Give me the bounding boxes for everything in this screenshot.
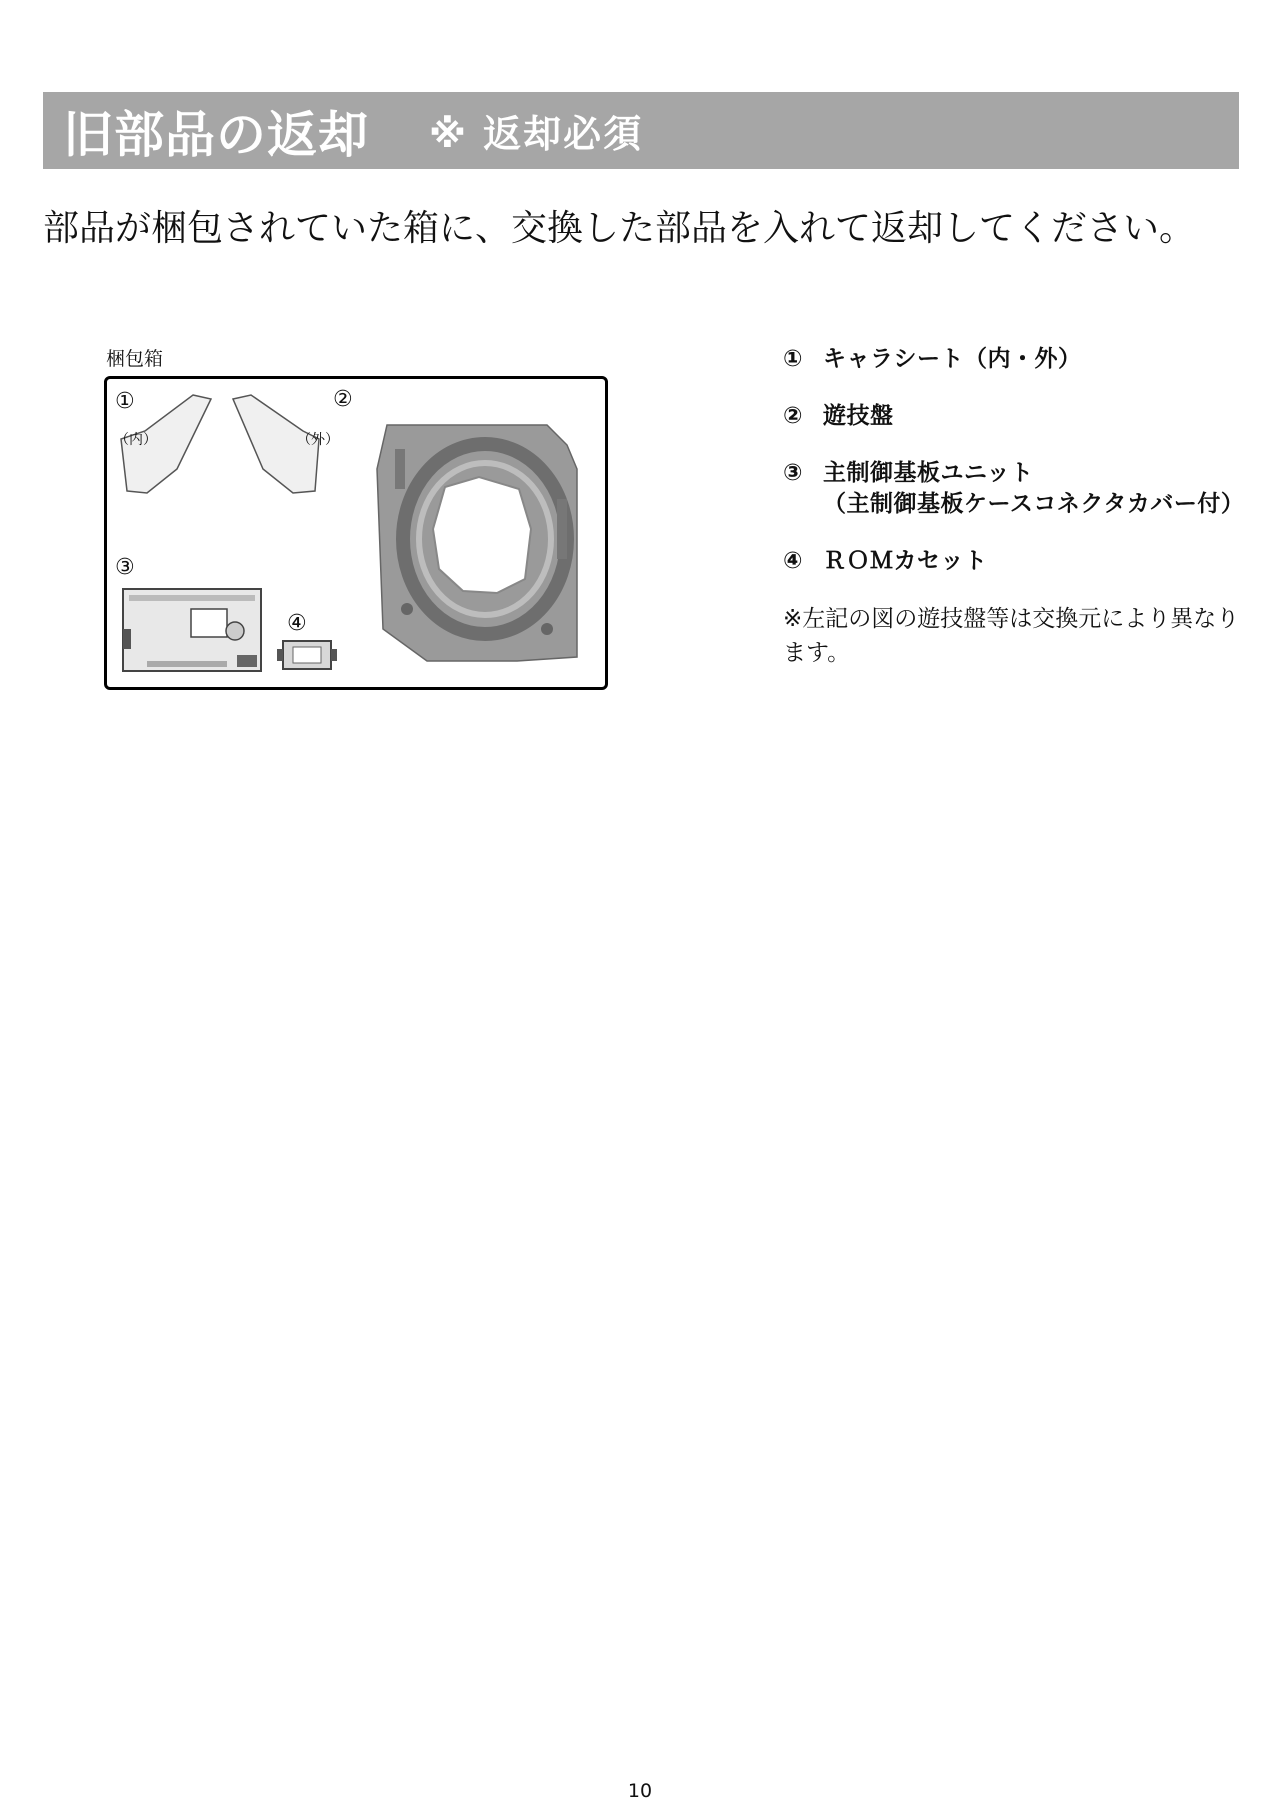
mark-4: ④ [287,611,307,636]
list-label: キャラシート（内・外） [823,346,1082,372]
list-mark: ④ [783,548,803,575]
title-bar [43,92,1239,169]
inner-label: （内） [115,432,157,448]
list-mark: ② [783,403,803,430]
mark-3: ③ [115,555,135,580]
main-board-unit-image [123,589,261,671]
list-item [783,401,1253,432]
page-subtitle: ※ 返却必須 [429,112,644,156]
outer-label: （外） [297,432,339,448]
list-mark: ③ [783,460,803,487]
list-label: 遊技盤 [823,403,894,430]
page-number: 10 [627,1780,653,1802]
list-label: ＲＯＭカセット [823,548,988,575]
list-item [783,344,1253,375]
list-item [783,458,1253,520]
box-label: 梱包箱 [106,348,164,370]
packing-box [104,376,608,690]
parts-list [783,344,1253,670]
page-title: 旧部品の返却 [63,105,369,164]
list-item [783,546,1253,577]
box-illustration [107,379,605,687]
mark-1: ① [115,389,135,414]
list-mark: ① [783,346,803,372]
note-text: ※左記の図の遊技盤等は交換元により異なります。 [783,606,1240,666]
list-label: 主制御基板ユニット [823,460,1034,487]
rom-cassette-image [277,641,337,669]
lead-text: 部品が梱包されていた箱に、交換した部品を入れて返却してください。 [43,208,1196,249]
game-board-image [377,425,577,661]
list-sublabel: （主制御基板ケースコネクタカバー付） [823,491,1245,518]
packing-box-figure [104,344,612,696]
list-label-group [823,458,1244,520]
mark-2: ② [333,387,353,412]
